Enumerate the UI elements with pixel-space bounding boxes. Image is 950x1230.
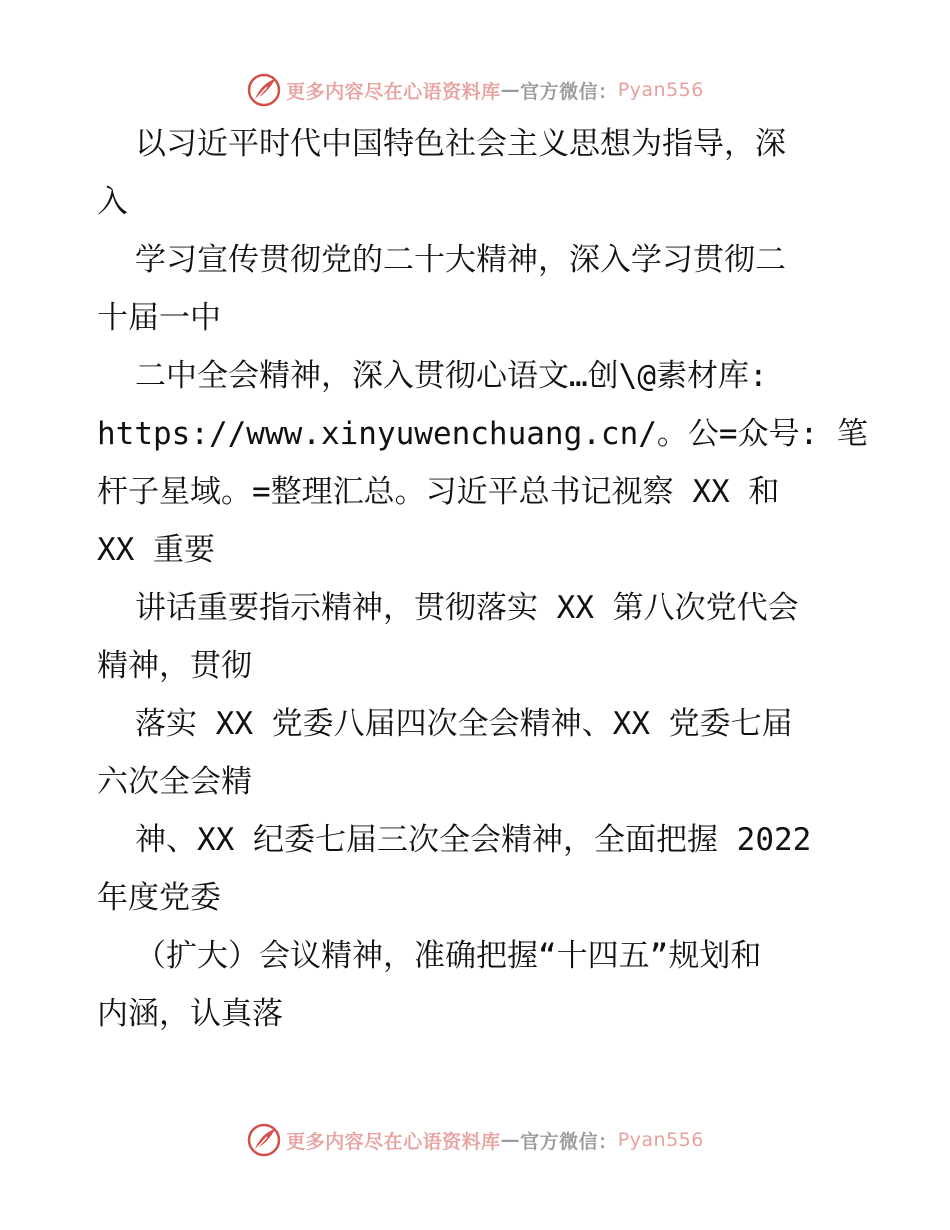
text-line: 学习宣传贯彻党的二十大精神，深入学习贯彻二 [135,242,786,278]
text-line: https://www.xinyuwenchuang.cn/。公=众号: 笔 [97,416,868,452]
document-body [97,115,868,1043]
text-line: XX 重要 [97,532,215,568]
text-line: 落实 XX 党委八届四次全会精神、XX 党委七届 [135,706,793,742]
feather-pen-logo-icon [246,1122,282,1158]
text-line: 讲话重要指示精神，贯彻落实 XX 第八次党代会 [135,590,799,626]
feather-pen-logo-icon [246,72,282,108]
text-line: 精神，贯彻 [97,648,252,684]
text-line: 内涵，认真落 [97,996,283,1032]
watermark-separator: — [500,79,521,101]
text-line: 以习近平时代中国特色社会主义思想为指导，深 [135,126,786,162]
watermark-header [0,70,950,110]
watermark-wechat-label: 官方微信： [520,1130,618,1153]
text-line: 年度党委 [97,880,221,916]
text-line: 神、XX 纪委七届三次全会精神，全面把握 2022 [135,822,812,858]
watermark-wechat-id: Pyan556 [617,79,704,101]
watermark-site-text: 更多内容尽在心语资料库 [286,80,501,103]
watermark-wechat-label: 官方微信： [520,80,618,103]
text-line: 二中全会精神，深入贯彻心语文…创\@素材库: [135,358,768,394]
text-line: 杆子星域。=整理汇总。习近平总书记视察 XX 和 [97,474,780,510]
watermark-wechat-id: Pyan556 [617,1129,704,1151]
text-line: 十届一中 [97,300,221,336]
watermark-separator: — [500,1129,521,1151]
watermark-footer [0,1120,950,1160]
text-line: 六次全会精 [97,764,252,800]
watermark-site-text: 更多内容尽在心语资料库 [286,1130,501,1153]
text-line: 入 [97,184,128,220]
text-line: （扩大）会议精神，准确把握“十四五”规划和 [135,938,762,974]
